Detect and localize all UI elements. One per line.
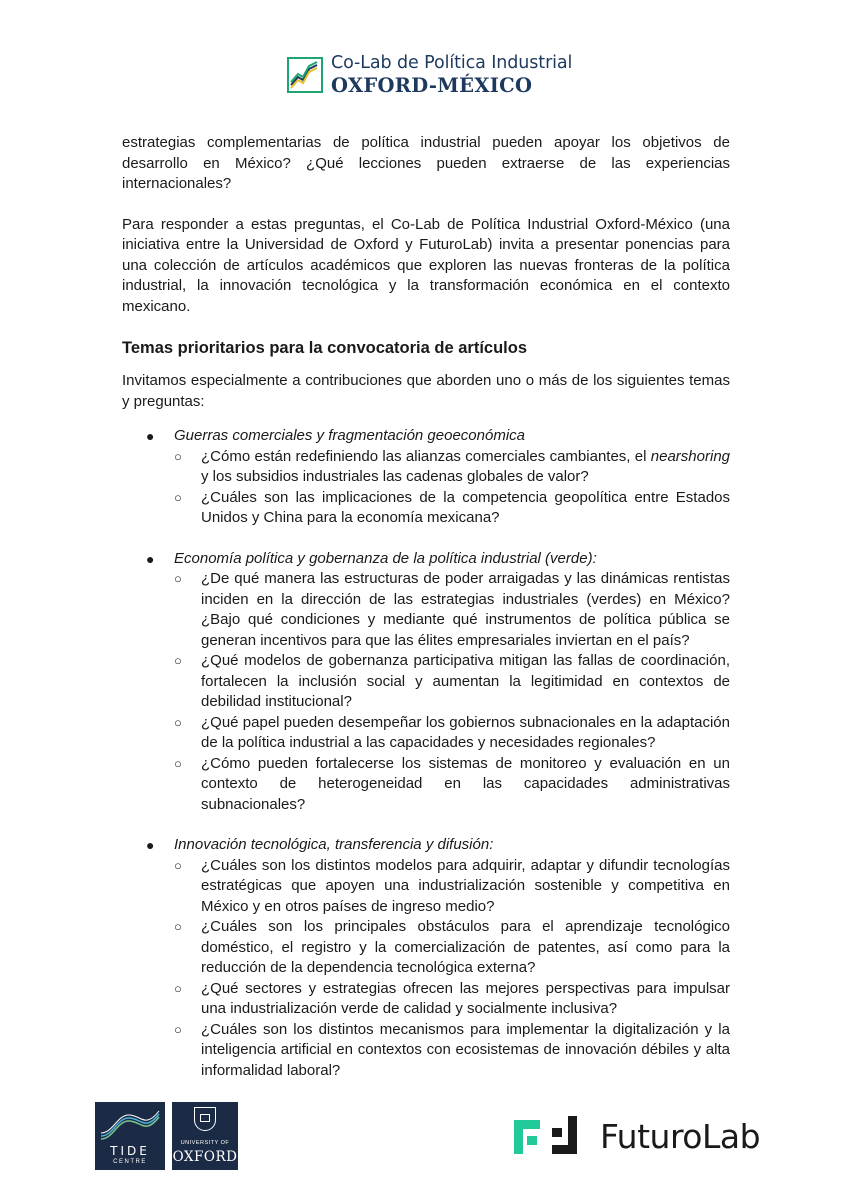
colab-header [287, 50, 572, 100]
circle-bullet-icon: ○ [174, 1021, 182, 1037]
futurolab-name: FuturoLab [600, 1116, 761, 1156]
paragraph-topics-intro: Invitamos especialmente a contribuciones que aborden uno o más de los siguientes temas y preguntas: [122, 372, 730, 410]
header-subtitle: OXFORD-MÉXICO [331, 73, 533, 97]
bullet-icon: ● [146, 837, 155, 853]
topic-title: Guerras comerciales y fragmentación geoeconómica [174, 427, 525, 444]
question-item [174, 754, 730, 816]
question-text: ¿Qué sectores y estrategias ofrecen las mejores perspectivas para impulsar una industrialización verde de calidad y socialmente inclusiva? [201, 979, 730, 1017]
document-body [122, 133, 730, 1101]
oxford-logo [172, 1102, 238, 1170]
question-text: ¿Cuáles son los distintos modelos para adquirir, adaptar y difundir tecnologías estratégicas que apoyen una industrialización sostenible y competitiva en México y en otros países de ingreso medio? [201, 856, 730, 915]
header-title: Co-Lab de Política Industrial [331, 53, 573, 73]
section-heading: Temas prioritarios para la convocatoria de artículos [122, 339, 527, 357]
bullet-icon: ● [146, 428, 155, 444]
topic-title: Economía política y gobernanza de la política industrial (verde): [174, 549, 597, 567]
futurolab-logo-icon [512, 1112, 582, 1160]
topic-title: Innovación tecnológica, transferencia y difusión: [174, 836, 494, 853]
question-item [174, 917, 730, 979]
topic-item [122, 835, 730, 1081]
circle-bullet-icon: ○ [174, 919, 182, 934]
question-text: ¿Cómo están redefiniendo las alianzas comerciales cambiantes, el [201, 447, 651, 465]
footer-logos [0, 1102, 852, 1172]
question-item [174, 651, 730, 713]
questions-list [174, 856, 730, 1082]
circle-bullet-icon: ○ [174, 755, 182, 771]
question-item [174, 447, 730, 488]
tide-label: TIDE [110, 1144, 150, 1158]
futurolab-logo [512, 1112, 760, 1160]
question-item [174, 856, 730, 918]
oxford-university-label: UNIVERSITY OF [180, 1140, 230, 1146]
question-item [174, 713, 730, 754]
question-text: ¿Cómo pueden fortalecerse los sistemas de monitoreo y evaluación en un contexto de heterogeneidad en las capacidades administrativas subnacionales? [201, 754, 730, 813]
question-text: ¿Cuáles son las implicaciones de la competencia geopolítica entre Estados Unidos y China para la economía mexicana? [201, 488, 730, 526]
oxford-name-label: OXFORD [172, 1149, 238, 1165]
circle-bullet-icon: ○ [174, 857, 182, 873]
topics-list [122, 426, 730, 1081]
circle-bullet-icon: ○ [174, 653, 182, 668]
question-text: ¿Qué modelos de gobernanza participativa mitigan las fallas de coordinación, fortalecen la inclusión social y aumentan la legitimidad en contextos de debilidad institucional? [201, 652, 730, 710]
question-text: y los subsidios industriales las cadenas globales de valor? [201, 468, 589, 485]
question-text: ¿Qué papel pueden desempeñar los gobiernos subnacionales en la adaptación de la política industrial a las capacidades y necesidades regionales? [201, 713, 730, 751]
bullet-icon: ● [146, 550, 155, 567]
question-item [174, 569, 730, 651]
question-item [174, 488, 730, 529]
circle-bullet-icon: ○ [174, 448, 182, 464]
tide-centre-logo [95, 1102, 165, 1170]
paragraph-call: Para responder a estas preguntas, el Co-Lab de Política Industrial Oxford-México (una iniciativa entre la Universidad de Oxford y FuturoLab) invita a presentar ponencias para una colección de artículos académicos que exploren las nuevas fronteras de la política industrial, la innovación tecnológica y la transformación económica en el contexto mexicano. [122, 215, 730, 315]
question-italic-term: nearshoring [650, 447, 730, 465]
questions-list [174, 447, 730, 529]
paragraph-intro-continuation: estrategias complementarias de política industrial pueden apoyar los objetivos de desarrollo en México? ¿Qué lecciones pueden extraerse de las experiencias internacionales? [122, 134, 730, 192]
question-item [174, 979, 730, 1020]
topic-item [122, 426, 730, 529]
oxford-crest-icon [194, 1107, 216, 1131]
question-text: ¿De qué manera las estructuras de poder arraigadas y las dinámicas rentistas inciden en la dirección de las estrategias industriales (verdes) en México? ¿Bajo qué condiciones y mediante qué instrumentos de política pública se generan incentivos para que las élites empresariales inviertan en el país? [201, 570, 730, 649]
questions-list [174, 569, 730, 815]
circle-bullet-icon: ○ [174, 714, 182, 730]
tide-sublabel: CENTRE [113, 1159, 147, 1165]
question-text: ¿Cuáles son los principales obstáculos para el aprendizaje tecnológico doméstico, el registro y la comercialización de patentes, así como para la reducción de la dependencia tecnológica externa? [201, 918, 730, 976]
circle-bullet-icon: ○ [174, 980, 182, 996]
question-item [174, 1020, 730, 1082]
circle-bullet-icon: ○ [174, 489, 182, 505]
question-text: ¿Cuáles son los distintos mecanismos para implementar la digitalización y la inteligencia artificial en contextos con ecosistemas de innovación débiles y alta informalidad laboral? [201, 1020, 730, 1079]
circle-bullet-icon: ○ [174, 571, 182, 586]
chart-line-icon [287, 57, 323, 93]
topic-item [122, 549, 730, 816]
